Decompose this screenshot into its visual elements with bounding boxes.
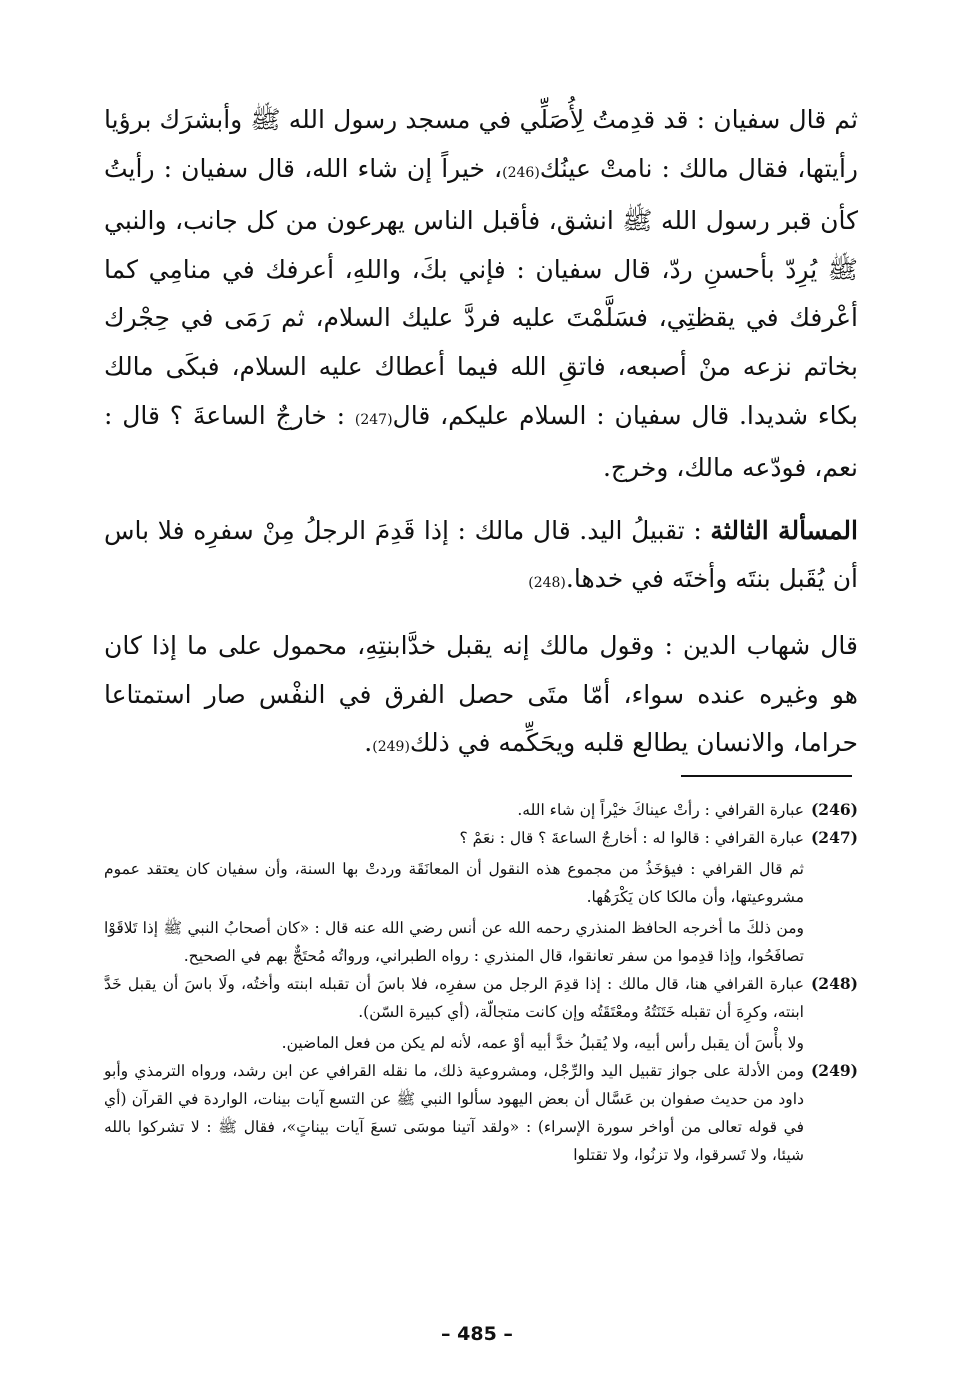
paragraph-1-text-c: : خارجٌ الساعةَ ؟ قال : نعم، فودّعه مالك، وخرج. bbox=[104, 400, 858, 483]
footnote-text: ومن ذلكَ ما أخرجه الحافظ المنذري رحمه الله عن أنس رضي الله عنه قال : «كان أصحابُ النبي ﷺ إذا تَلاقَوْا تصافَحُوا، وإذا قدِموا من سفر تعانقوا، قال المنذري : رواه الطبراني، ورواتُه مُحتَجٌّ بهم في الصحيح. bbox=[104, 919, 804, 965]
paragraph-1 bbox=[104, 96, 858, 493]
footnote-number: (249) bbox=[810, 1061, 858, 1080]
footnote-text: عبارة القرافي : رأتْ عيناكَ خيْراً إن شاء الله. bbox=[517, 801, 804, 819]
paragraph-3-end: . bbox=[364, 728, 373, 758]
footnote-body bbox=[104, 1057, 804, 1169]
footnote-text: عبارة القرافي هنا، قال مالك : إذا قدِمَ الرجل من سفرِه، فلا باسَ أن تقبله ابنته وأختُه، ولَا باسَ أن يقبل خَدَّ ابنته، وكرِهَ أن تقبله خَتَنَتُهُ ومعْتَقَتُه وإن كانت متجالّة، (أي كبيرة السّن). bbox=[104, 975, 804, 1021]
footnote-text: عبارة القرافي : قالوا له : أخارجٌ الساعةَ ؟ قال : نعَمْ ؟ bbox=[459, 829, 804, 847]
footnote-body bbox=[104, 970, 804, 1057]
footnote-number: (248) bbox=[810, 974, 858, 993]
footnote-247 bbox=[104, 824, 858, 970]
footnote-ref-248[interactable]: (248) bbox=[528, 575, 566, 592]
footnote-number: (246) bbox=[810, 800, 858, 819]
paragraph-1-text-b: ، خيراً إن شاء الله، قال سفيان : رأيتُ كأن قبر رسول الله ﷺ انشق، فأقبل الناس يهرعون من كل جانب، والنبي ﷺ يُرِدّ بأحسنِ ردّ، قال سفيان : فإني بكَ، واللهِ، أعرفك في منامِي كما أعْرفك في يقظتِي، فسَلَّمْتَ عليه فردَّ عليك السلام، ثم رَمَى في حِجْرك بخاتم نزعه منْ أصبعه، فاتقِ الله فيما أعطاك عليه السلام، فبكَى مالك بكاء شديدا. قال سفيان : السلام عليكم، قال bbox=[104, 153, 858, 430]
footnote-246 bbox=[104, 796, 858, 824]
section-heading: المسألة الثالثة bbox=[710, 515, 858, 545]
paragraph-2-text: : تقبيلُ اليد. قال مالك : إذا قَدِمَ الرجلُ مِنْ سفرِه فلا باس أن يُقَبل بنتَه وأختَه في خدها. bbox=[104, 515, 858, 594]
footnote-number: (247) bbox=[810, 828, 858, 847]
footnote-body bbox=[104, 796, 804, 824]
footnote-ref-246[interactable]: (246) bbox=[502, 164, 540, 181]
paragraph-3-text: قال شهاب الدين : وقول مالك إنه يقبل خدَّابنتِهِ، محمول على ما إذا كان هو وغيره عنده سواء، أمّا متَى حصل الفرق في النفْس صار استمتاعا حراما، والانسان يطالع قلبه ويحَكِّمه في ذلك bbox=[104, 630, 858, 758]
footnote-ref-249[interactable]: (249) bbox=[372, 739, 410, 756]
paragraph-1-text-a: ثم قال سفيان : قد قدِمتُ لِأُصَلِّي في مسجد رسول الله ﷺ وأبشرَك برؤيا رأيتها، فقال مالك : نامتْ عينُك bbox=[104, 105, 858, 183]
footnote-text: ولا بأْسَ أن يقبل رأس أبيه، ولا يُقبلُ خدَّ أبيه أوْ عمه، لأنه لم يكن من فعل الماضين. bbox=[281, 1034, 804, 1052]
paragraph-3 bbox=[104, 622, 858, 772]
footnote-249 bbox=[104, 1057, 858, 1169]
footnote-body bbox=[104, 824, 804, 970]
main-text bbox=[104, 96, 858, 772]
footnotes bbox=[104, 796, 858, 1169]
page-number: – 485 – bbox=[441, 1323, 513, 1345]
paragraph-2 bbox=[104, 507, 858, 608]
footnote-ref-247[interactable]: (247) bbox=[354, 411, 393, 428]
footnote-divider bbox=[681, 775, 852, 777]
footnote-text: ثم قال القرافي : فيؤخَذُ من مجموع هذه النقول أن المعانَقَة وردتْ بها السنة، وأن سفيان كان يعتقد عموم مشروعيتها، وأن مالكا كان يَكْرَهُها. bbox=[104, 860, 804, 906]
footnote-248 bbox=[104, 970, 858, 1057]
footnote-text: ومن الأدلة على جواز تقبيل اليد والرِّجْل، ومشروعية ذلك، ما نقله القرافي عن ابن رشد، ورواه الترمذي وأبو داود من حديث صفوان بن عَسَّال أن بعض اليهود سألوا النبي ﷺ عن التسع آيات بينات، الواردة في القرآن (أي في قوله تعالى من أواخر سورة الإسراء) : «ولقد آتينا موسَى تسعَ آيات بيناتٍ»، فقال ﷺ : لا تشركوا بالله شيئا، ولا تَسرقوا، ولا تزنُوا، ولا تقتلوا bbox=[104, 1062, 804, 1164]
